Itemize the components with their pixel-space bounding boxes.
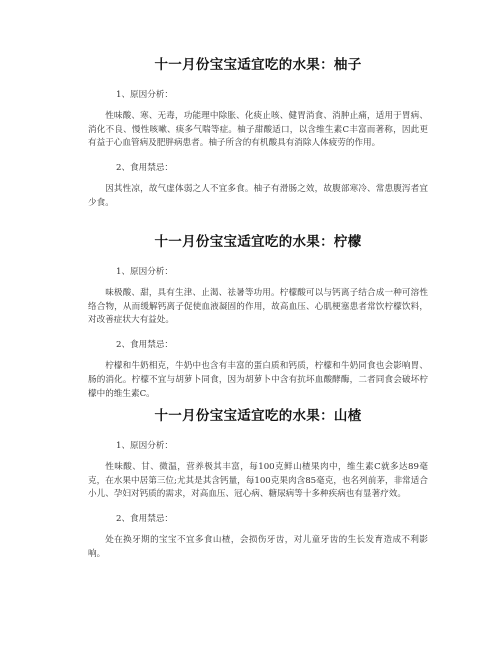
- section-hawthorn: [88, 407, 428, 562]
- section-title: 十一月份宝宝适宜吃的水果：柚子: [154, 57, 362, 73]
- section-paragraph-reason: 性味酸、甘、微温，营养极其丰富，每100克鲜山楂果肉中，维生素C就多达89毫克，在水果中居第三位;尤其是其含钙量，每100克果肉含85毫克，也名列前茅，非常适合小儿、孕妇对钙质的需求，对高血压、冠心病、糖尿病等十多种疾病也有显著疗效。: [88, 462, 428, 500]
- section-title: 十一月份宝宝适宜吃的水果：柠檬: [154, 234, 362, 250]
- section-paragraph-reason: 性味酸、寒、无毒，功能理中除胀、化痰止咳、健胃消食、消肿止痛，适用于胃病、消化不良、慢性咳嗽、痰多气喘等症。柚子甜酸适口，以含维生素C丰富而著称，因此更有益于心血管病及肥胖病患者。柚子所含的有机酸具有消除人体疲劳的作用。: [88, 111, 428, 149]
- section-subheading-taboo: 2、食用禁忌：: [116, 163, 174, 174]
- section-paragraph-taboo: 处在换牙期的宝宝不宜多食山楂，会损伤牙齿，对儿童牙齿的生长发育造成不利影响。: [88, 535, 428, 559]
- section-subheading-reason: 1、原因分析：: [116, 441, 174, 451]
- section-paragraph-taboo: 因其性凉，故气虚体弱之人不宜多食。柚子有滑肠之效，故腹部寒冷、常患腹泻者宜少食。: [88, 184, 428, 208]
- section-paragraph-reason: 味极酸、甜，具有生津、止渴、祛暑等功用。柠檬酸可以与钙离子结合成一种可溶性络合物，从而缓解钙离子促使血液凝固的作用，故高血压、心肌梗塞患者常饮柠檬饮料，对改善症状大有益处。: [88, 288, 428, 326]
- section-subheading-reason: 1、原因分析：: [116, 90, 174, 100]
- section-paragraph-taboo: 柠檬和牛奶相克，牛奶中也含有丰富的蛋白质和钙质，柠檬和牛奶同食也会影响胃、肠的消化。柠檬不宜与胡萝卜同食，因为胡萝卜中含有抗坏血酸酵酶，二者同食会破坏柠檬中的维生素C。: [88, 361, 428, 399]
- section-title: 十一月份宝宝适宜吃的水果：山楂: [154, 408, 362, 424]
- section-subheading-taboo: 2、食用禁忌：: [116, 514, 174, 525]
- section-pomelo: [88, 56, 428, 211]
- section-subheading-reason: 1、原因分析：: [116, 267, 174, 277]
- section-lemon: [88, 233, 428, 401]
- section-subheading-taboo: 2、食用禁忌：: [116, 340, 174, 351]
